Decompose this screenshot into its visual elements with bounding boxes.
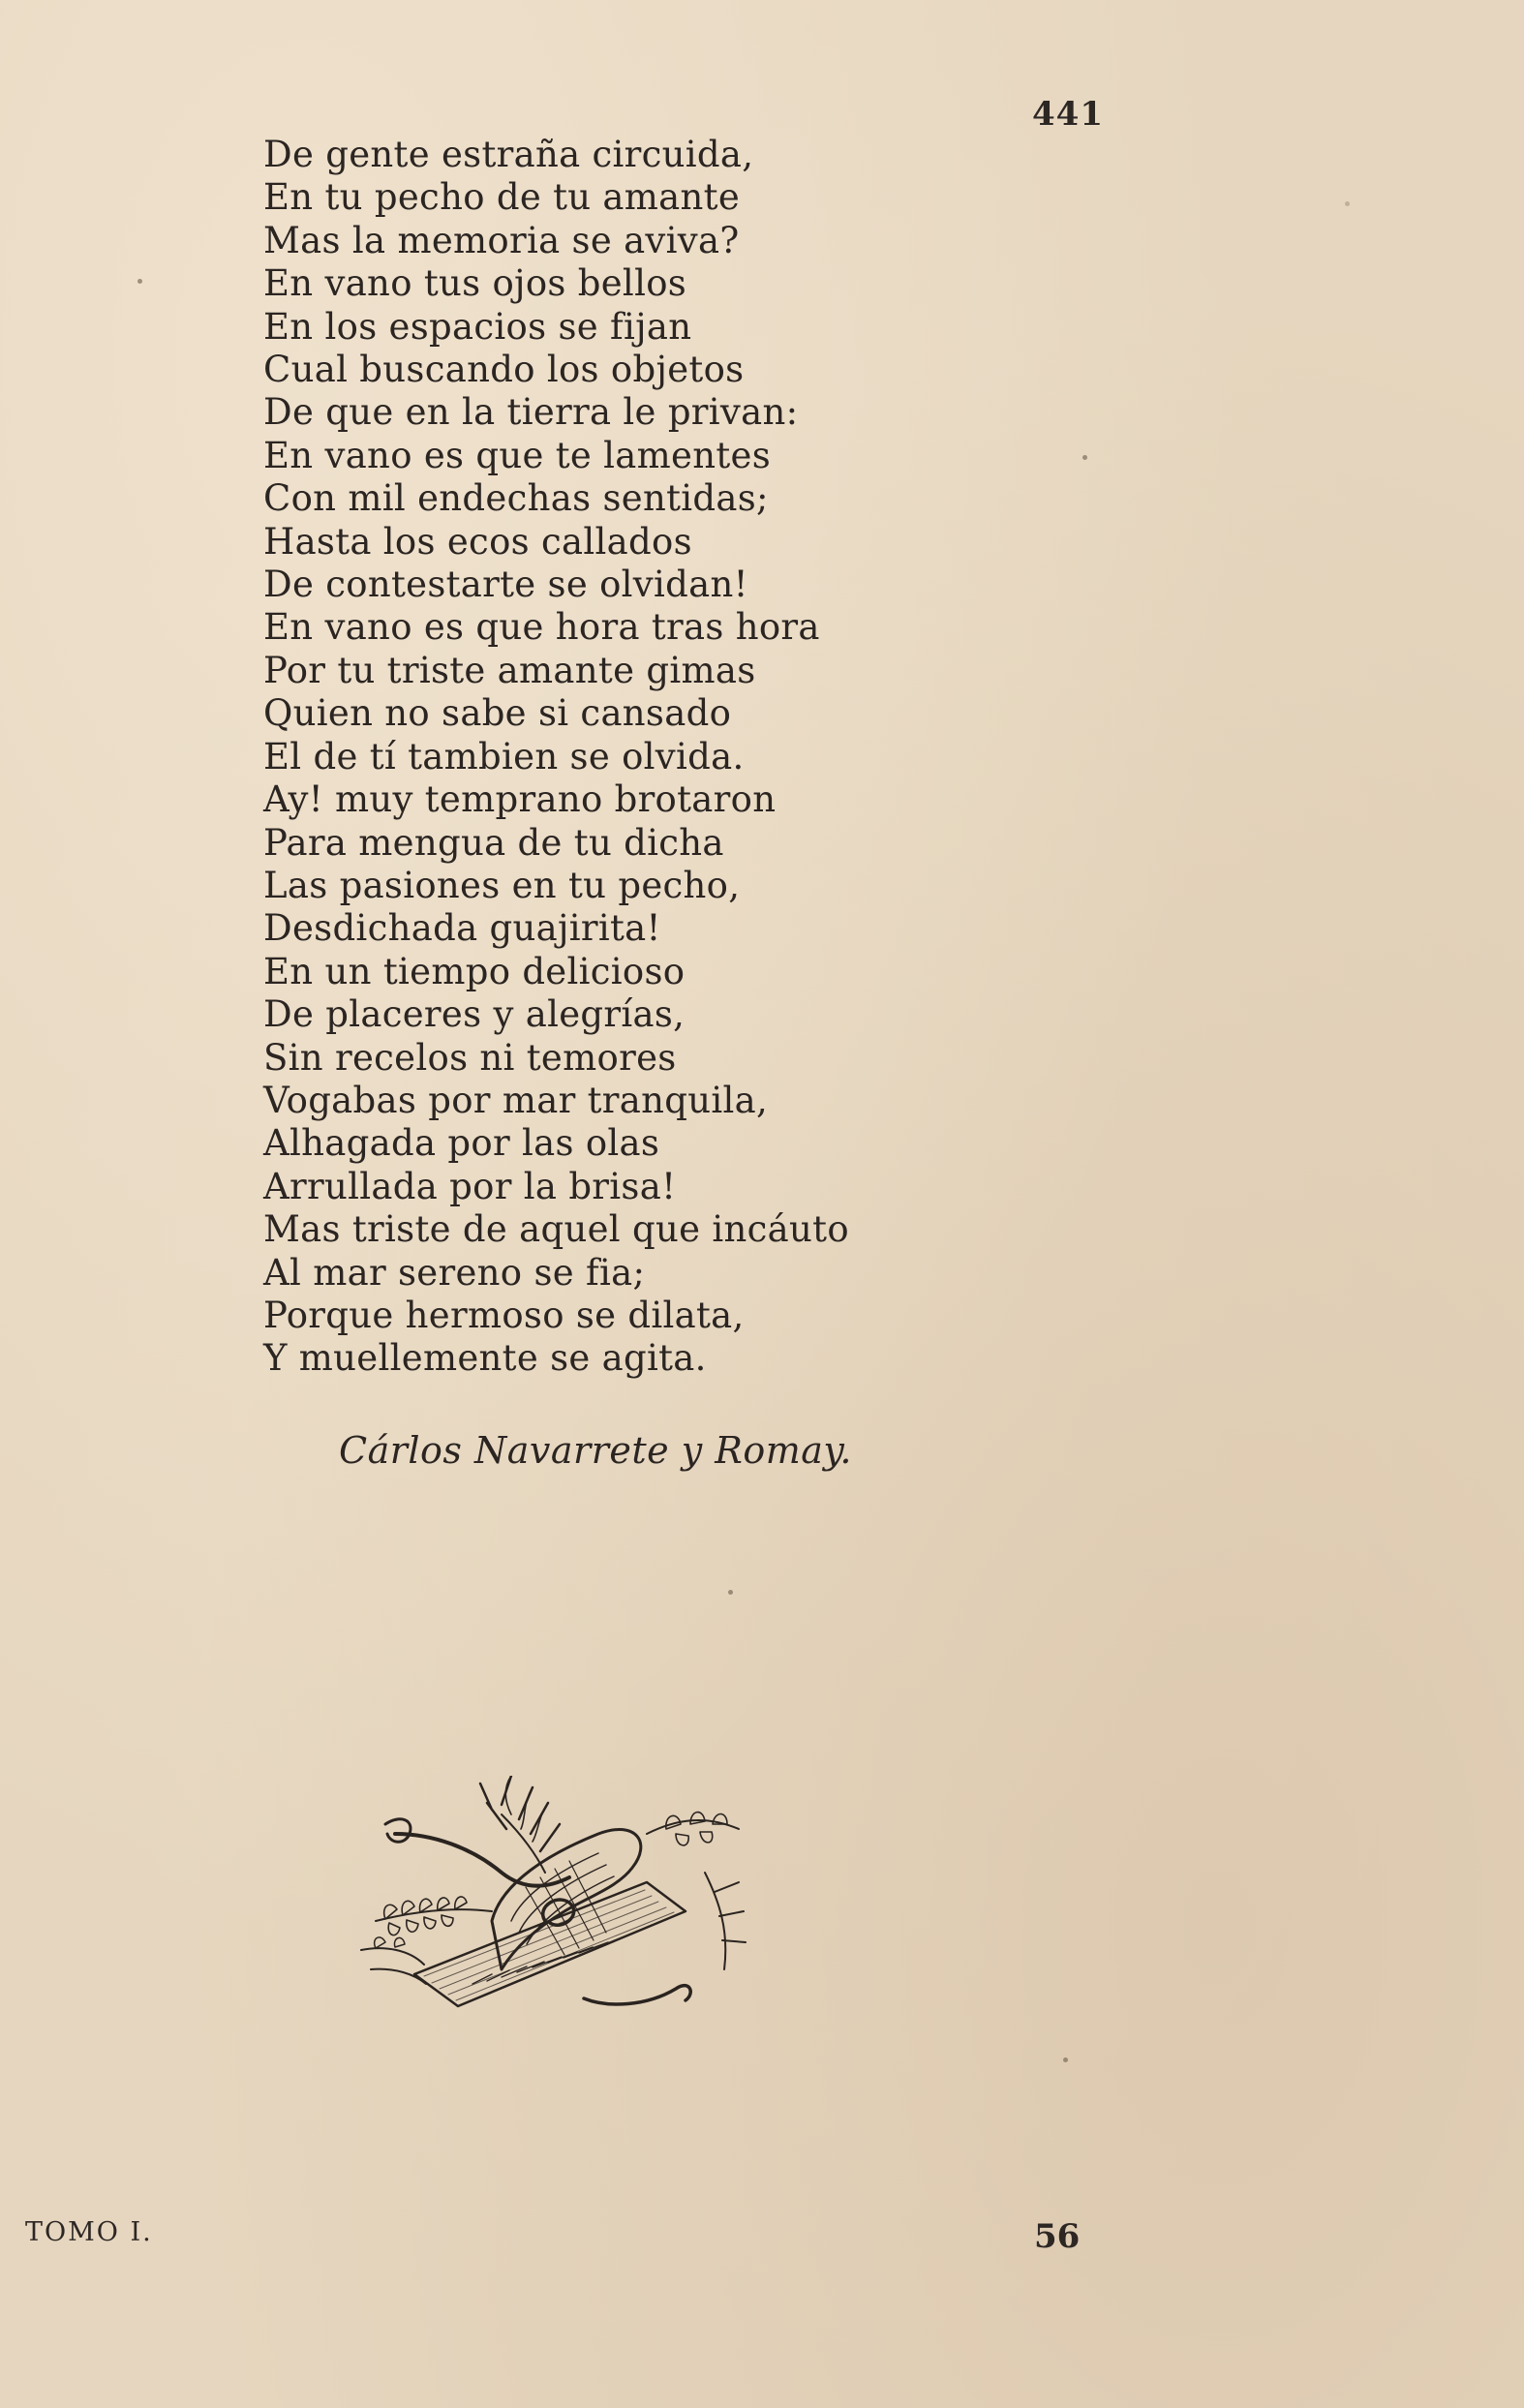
page-number: 441 — [1032, 95, 1104, 134]
poem-line: Alhagada por las olas — [263, 1122, 660, 1165]
poem-line: Para mengua de tu dicha — [263, 821, 724, 864]
poem-line: Desdichada guajirita! — [263, 907, 661, 950]
poem-line: De placeres y alegrías, — [263, 993, 686, 1036]
poem-line: En los espacios se fijan — [263, 305, 692, 348]
printer-signature-mark: 56 — [1034, 2217, 1081, 2256]
paper-speck — [728, 1590, 733, 1595]
poem-line: Mas triste de aquel que incáuto — [263, 1208, 849, 1251]
paper-speck — [1345, 201, 1350, 206]
poem-line: En tu pecho de tu amante — [263, 176, 741, 219]
author-signature: Cárlos Navarrete y Romay. — [339, 1429, 852, 1472]
lyre-and-laurel-ornament-icon — [356, 1776, 749, 2026]
poem-line: De que en la tierra le privan: — [263, 391, 799, 434]
poem-line: Las pasiones en tu pecho, — [263, 864, 741, 906]
poem-line: En un tiempo delicioso — [263, 950, 686, 992]
paper-speck — [1063, 2057, 1068, 2062]
poem-line: Vogabas por mar tranquila, — [263, 1079, 769, 1121]
poem-line: El de tí tambien se olvida. — [263, 735, 745, 777]
poem-line: Quien no sabe si cansado — [263, 692, 732, 735]
poem-line: En vano tus ojos bellos — [263, 262, 687, 305]
poem-line: Al mar sereno se fia; — [263, 1251, 646, 1294]
poem-line: Cual buscando los objetos — [263, 349, 745, 391]
poem-line: En vano es que te lamentes — [263, 434, 772, 476]
poem-line: Ay! muy temprano brotaron — [263, 778, 777, 821]
poem-text — [263, 134, 849, 1381]
paper-speck — [1082, 455, 1087, 460]
poem-line: Hasta los ecos callados — [263, 520, 692, 563]
poem-line: Porque hermoso se dilata, — [263, 1294, 745, 1336]
poem-line: Sin recelos ni temores — [263, 1036, 677, 1079]
volume-label: TOMO I. — [25, 2217, 153, 2247]
poem-line: De gente estraña circuida, — [263, 134, 754, 175]
poem-line: Mas la memoria se aviva? — [263, 219, 740, 261]
poem-line: De contestarte se olvidan! — [263, 564, 748, 606]
paper-speck — [137, 279, 142, 284]
poem-line: Con mil endechas sentidas; — [263, 477, 769, 520]
poem-line: En vano es que hora tras hora — [263, 606, 820, 649]
poem-line: Y muellemente se agita. — [263, 1337, 707, 1380]
poem-line: Arrullada por la brisa! — [263, 1165, 677, 1207]
poem-line: Por tu triste amante gimas — [263, 649, 756, 691]
